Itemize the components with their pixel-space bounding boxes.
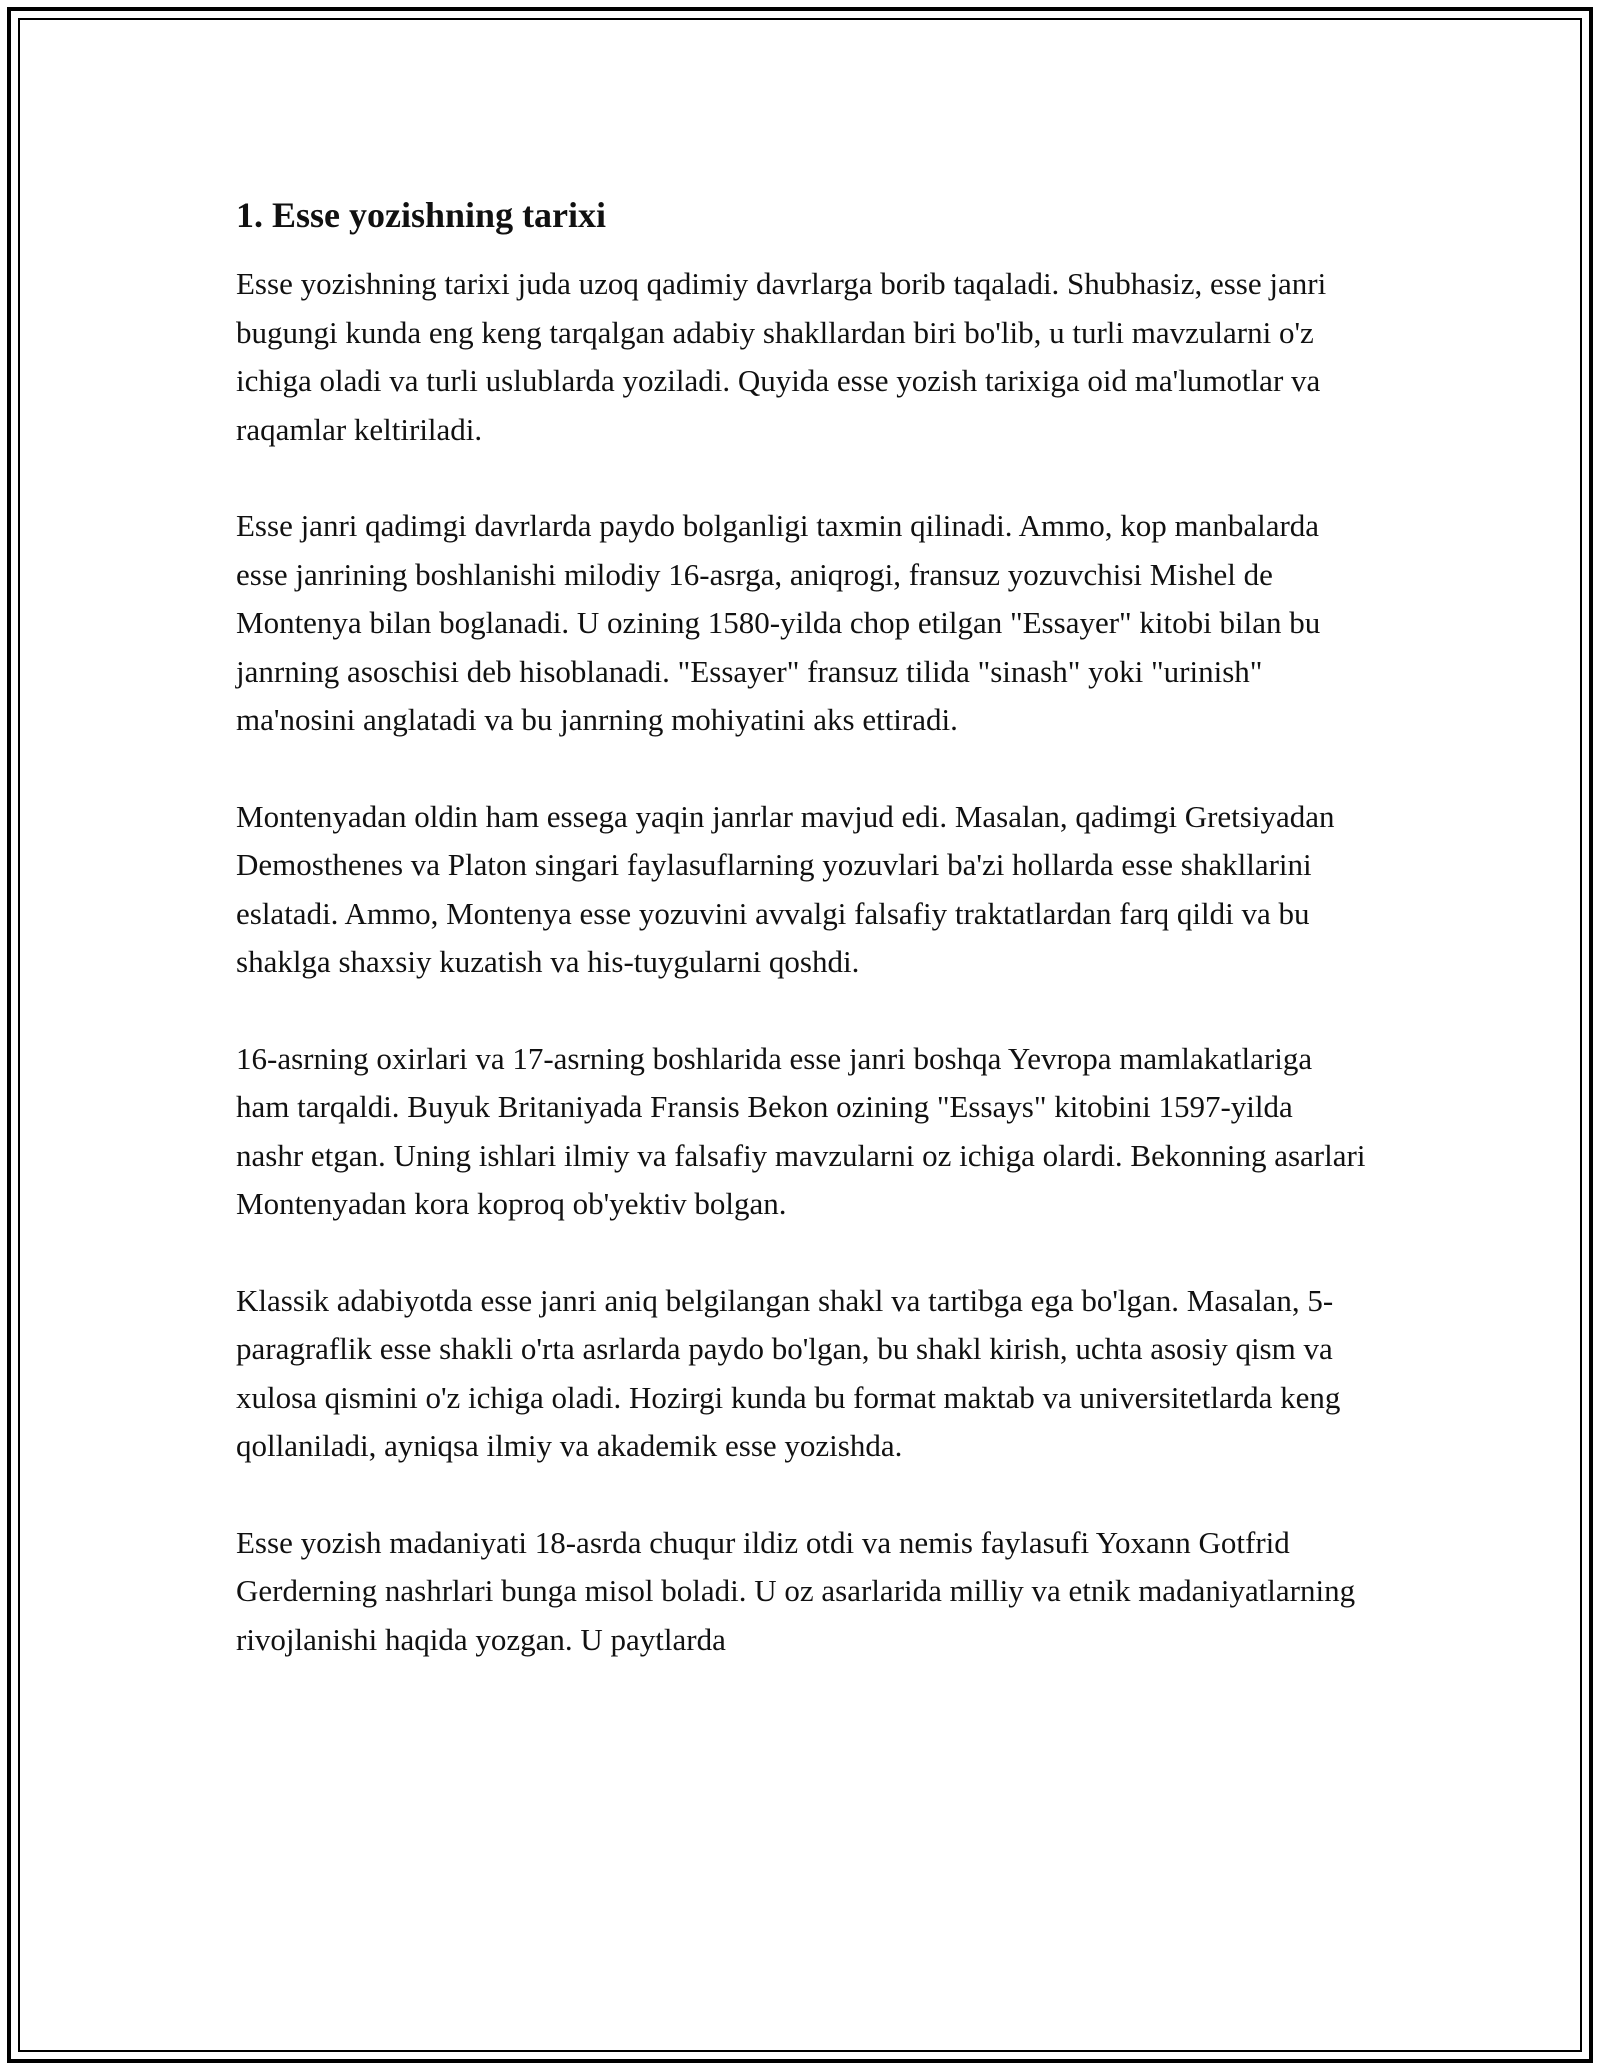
paragraph-spread-europe: 16-asrning oxirlari va 17-asrning boshlarida esse janri boshqa Yevropa mamlakatlariga ham tarqaldi. Buyuk Britaniyada Fransis Bekon ozining "Essays" kitobini 1597-yilda nashr etgan. Uning ishlari ilmiy va falsafiy mavzularni oz ichiga olardi. Bekonning asarlari Montenyadan kora koproq ob'yektiv bolgan.: [236, 1040, 1366, 1221]
paragraph-origins: Esse janri qadimgi davrlarda paydo bolganligi taxmin qilinadi. Ammo, kop manbalarda esse janrining boshlanishi milodiy 16-asrga, aniqrogi, fransuz yozuvchisi Mishel de Montenya bilan boglanadi. U ozining 1580-yilda chop etilgan "Essayer" kitobi bilan bu janrning asoschisi deb hisoblanadi. "Essayer" fransuz tilida "sinash" yoki "urinish" ma'nosini anglatadi va bu janrning mohiyatini aks ettiradi.: [236, 508, 1321, 737]
document-body: [236, 190, 1366, 1664]
paragraph-before-montaigne: Montenyadan oldin ham essega yaqin janrlar mavjud edi. Masalan, qadimgi Gretsiyadan Demosthenes va Platon singari faylasuflarning yozuvlari ba'zi hollarda esse shakllarini eslatadi. Ammo, Montenya esse yozuvini avvalgi falsafiy traktatlardan farq qildi va bu shaklga shaxsiy kuzatish va his-tuygularni qoshdi.: [236, 798, 1335, 979]
section-heading: 1. Esse yozishning tarixi: [236, 195, 607, 235]
paragraph-classic-form: Klassik adabiyotda esse janri aniq belgilangan shakl va tartibga ega bo'lgan. Masalan, 5-paragraflik esse shakli o'rta asrlarda paydo bo'lgan, bu shakl kirish, uchta asosiy qism va xulosa qismini o'z ichiga oladi. Hozirgi kunda bu format maktab va universitetlarda keng qollaniladi, ayniqsa ilmiy va akademik esse yozishda.: [236, 1282, 1341, 1463]
paragraph-18th-century: Esse yozish madaniyati 18-asrda chuqur ildiz otdi va nemis faylasufi Yoxann Gotfrid Gerderning nashrlari bunga misol boladi. U oz asarlarida milliy va etnik madaniyatlarning rivojlanishi haqida yozgan. U paytlarda: [236, 1524, 1356, 1657]
paragraph-intro: Esse yozishning tarixi juda uzoq qadimiy davrlarga borib taqaladi. Shubhasiz, esse janri bugungi kunda eng keng tarqalgan adabiy shakllardan biri bo'lib, u turli mavzularni o'z ichiga oladi va turli uslublarda yoziladi. Quyida esse yozish tarixiga oid ma'lumotlar va raqamlar keltiriladi.: [236, 266, 1327, 447]
